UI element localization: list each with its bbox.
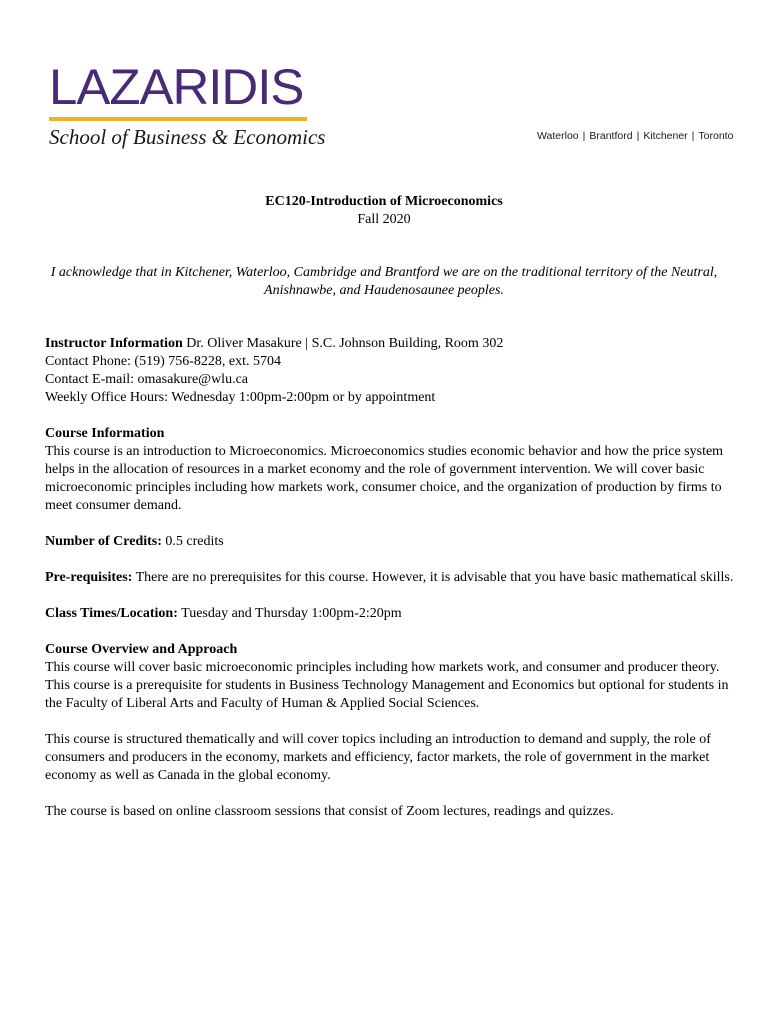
logo-gold-rule — [49, 117, 307, 121]
instructor-line — [45, 335, 735, 353]
instructor-name-location: Dr. Oliver Masakure | S.C. Johnson Building, Room 302 — [182, 336, 504, 351]
logo-subtitle: School of Business & Economics — [49, 125, 326, 149]
course-information-body: This course is an introduction to Microeconomics. Microeconomics studies economic behavior and how the price system helps in the allocation of resources in a market economy and the role of government intervention. We will cover basic microeconomic principles including how markets work, consumer choice, and the organization of production by firms to meet consumer demand. — [45, 444, 724, 513]
overview-heading: Course Overview and Approach — [45, 642, 238, 657]
spacer — [45, 587, 735, 605]
campus-separator: | — [582, 130, 586, 142]
class-times-line — [45, 605, 735, 623]
instructor-heading: Instructor Information — [45, 336, 183, 351]
prerequisites-value: There are no prerequisites for this course. However, it is advisable that you have basic mathematical skills. — [132, 570, 734, 585]
course-title: EC120-Introduction of Microeconomics — [265, 194, 503, 209]
spacer — [45, 407, 735, 425]
credits-label: Number of Credits: — [45, 534, 162, 549]
prerequisites-line — [45, 569, 735, 587]
instructor-phone: Contact Phone: (519) 756-8228, ext. 5704 — [45, 354, 282, 369]
school-logo — [49, 59, 326, 149]
course-term: Fall 2020 — [357, 212, 411, 227]
class-times-value: Tuesday and Thursday 1:00pm-2:20pm — [177, 606, 402, 621]
campus-separator: | — [636, 130, 640, 142]
instructor-email: Contact E-mail: omasakure@wlu.ca — [45, 372, 248, 387]
campus-waterloo: Waterloo — [537, 130, 579, 142]
campus-separator: | — [691, 130, 695, 142]
campus-toronto: Toronto — [698, 130, 734, 142]
spacer — [45, 713, 735, 731]
campus-list — [537, 130, 733, 142]
prerequisites-label: Pre-requisites: — [45, 570, 133, 585]
campus-kitchener: Kitchener — [643, 130, 688, 142]
spacer — [45, 785, 735, 803]
course-information-heading: Course Information — [45, 426, 165, 441]
syllabus-body — [45, 335, 735, 821]
credits-value: 0.5 credits — [161, 534, 224, 549]
land-acknowledgement: I acknowledge that in Kitchener, Waterloo, Cambridge and Brantford we are on the traditional territory of the Neutral, Anishnawbe, and Haudenosaunee peoples. — [50, 265, 718, 298]
spacer — [45, 515, 735, 533]
spacer — [45, 551, 735, 569]
logo-wordmark: LAZARIDIS — [49, 59, 304, 115]
overview-paragraph-3: The course is based on online classroom sessions that consist of Zoom lectures, readings and quizzes. — [45, 804, 614, 819]
overview-paragraph-2: This course is structured thematically and will cover topics including an introduction to demand and supply, the role of consumers and producers in the economy, markets and efficiency, factor markets, the role of government in the market economy as well as Canada in the global economy. — [45, 732, 711, 783]
course-title-block — [0, 193, 768, 229]
overview-paragraph-1: This course will cover basic microeconomic principles including how markets work, and consumer and producer theory. This course is a prerequisite for students in Business Technology Management and Economics but optional for students in the Faculty of Liberal Arts and Faculty of Human & Applied Social Sciences. — [45, 660, 729, 711]
campus-brantford: Brantford — [589, 130, 633, 142]
credits-line — [45, 533, 735, 551]
spacer — [45, 623, 735, 641]
instructor-office-hours: Weekly Office Hours: Wednesday 1:00pm-2:00pm or by appointment — [45, 390, 436, 405]
class-times-label: Class Times/Location: — [45, 606, 178, 621]
